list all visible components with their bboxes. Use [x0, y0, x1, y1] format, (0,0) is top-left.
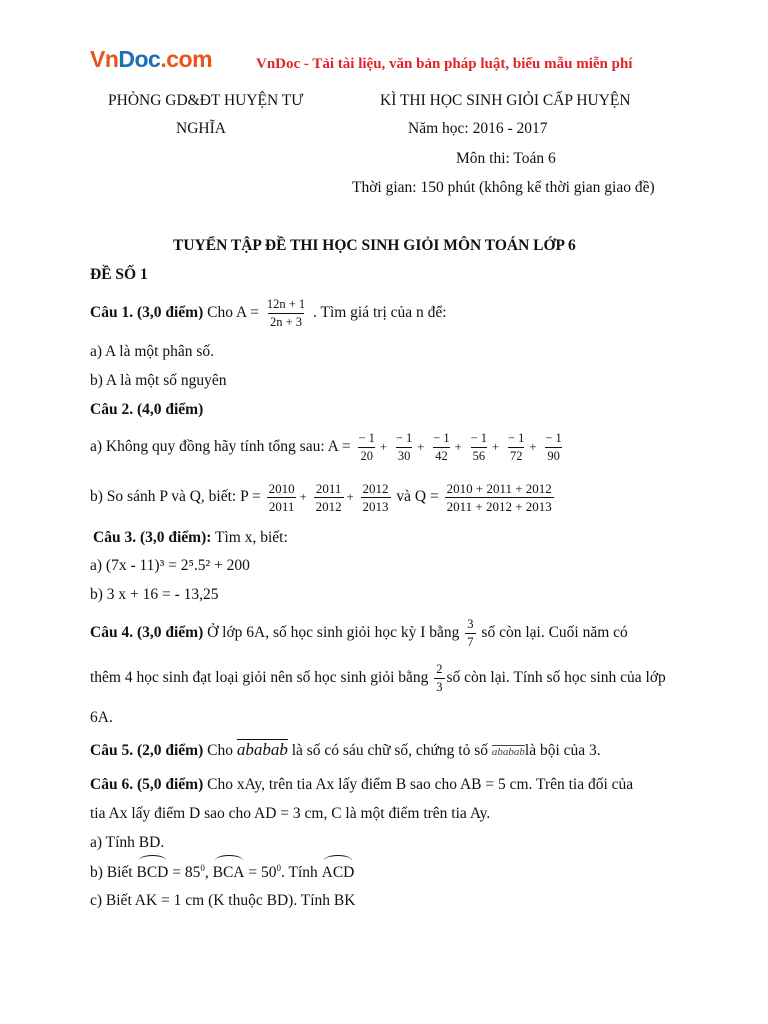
fraction-denominator: 20	[360, 448, 373, 463]
question-2-label: Câu 2. (4,0 điểm)	[90, 401, 204, 418]
department-name-cont: NGHĨA	[176, 120, 226, 137]
fraction-denominator: 30	[397, 448, 411, 463]
fraction-numerator: 2	[436, 662, 443, 677]
vndoc-logo[interactable]	[90, 46, 212, 73]
angle-acd: ACD	[321, 864, 355, 882]
fraction-denominator: 2013	[362, 498, 389, 514]
angle-bca: BCA	[212, 864, 245, 882]
fraction-numerator: − 1	[470, 431, 488, 446]
question-2a-text: a) Không quy đồng hãy tính tổng sau: A =	[90, 438, 355, 455]
fraction	[431, 432, 451, 462]
fraction	[356, 432, 376, 462]
fraction-numerator: − 1	[433, 431, 450, 446]
question-6b-mid: . Tính	[281, 864, 322, 882]
fraction-denominator: 2011 + 2012 + 2013	[446, 498, 552, 514]
school-year: Năm học: 2016 - 2017	[408, 120, 548, 137]
question-4-label: Câu 4. (3,0 điểm)	[90, 624, 204, 641]
question-4-text: Ở lớp 6A, số học sinh giỏi học kỳ I bằng	[203, 624, 464, 641]
fraction-denominator: 2011	[268, 498, 295, 514]
logo-vn: Vn	[90, 46, 119, 72]
document-title: TUYỂN TẬP ĐỀ THI HỌC SINH GIỎI MÔN TOÁN LỚP 6	[173, 237, 576, 254]
fraction	[267, 482, 297, 513]
fraction	[543, 432, 563, 462]
fraction-numerator: − 1	[358, 431, 375, 446]
site-tagline: VnDoc - Tải tài liệu, văn bản pháp luật, biểu mẫu miễn phí	[256, 56, 633, 72]
fraction	[469, 432, 489, 462]
question-4-text2-end: số còn lại. Tính số học sinh của lớp	[446, 669, 666, 686]
question-1-text-end: . Tìm giá trị của n để:	[313, 304, 447, 321]
question-6b	[90, 863, 354, 882]
question-1b: b) A là một số nguyên	[90, 372, 227, 389]
degree-sup: 0	[200, 863, 205, 873]
question-6-text: Cho xAy, trên tia Ax lấy điểm B sao cho AB = 5 cm. Trên tia đối của	[203, 776, 634, 793]
exam-name: KÌ THI HỌC SINH GIỎI CẤP HUYỆN	[380, 92, 631, 109]
fraction-numerator: − 1	[507, 431, 525, 446]
angle-bcd: BCD	[136, 864, 169, 882]
question-6a: a) Tính BD.	[90, 834, 165, 851]
angle-value: = 85	[168, 864, 201, 882]
question-3-text: Tìm x, biết:	[211, 529, 288, 546]
question-6b-text: b) Biết	[90, 864, 137, 882]
question-4-line3: 6A.	[90, 709, 113, 726]
overline-number-small: ababab	[491, 746, 525, 758]
fraction-numerator: 2012	[362, 480, 389, 496]
fraction-numerator: 3	[467, 617, 474, 632]
question-6-line1	[90, 776, 633, 794]
question-4-text-end: số còn lại. Cuối năm có	[477, 624, 628, 641]
fraction-denominator: 3	[436, 679, 443, 694]
logo-com: .com	[160, 46, 213, 72]
question-2b-mid: và Q =	[396, 488, 443, 505]
fraction-denominator: 42	[435, 448, 448, 463]
fraction	[465, 618, 475, 648]
logo-doc: Doc	[118, 46, 161, 72]
question-5-mid: là số có sáu chữ số, chứng tỏ số	[287, 742, 492, 759]
fraction	[506, 432, 526, 462]
exam-subject: Môn thi: Toán 6	[456, 150, 556, 167]
question-4-line1	[90, 615, 628, 651]
fraction-denominator: 2012	[315, 498, 342, 514]
exam-number: ĐỀ SỐ 1	[90, 266, 148, 283]
fraction	[434, 663, 444, 693]
question-1-label: Câu 1. (3,0 điểm)	[90, 304, 204, 321]
fraction-denominator: 7	[467, 634, 474, 649]
fraction-q	[445, 482, 554, 513]
department-name: PHÒNG GD&ĐT HUYỆN TƯ	[108, 92, 304, 109]
question-5-label: Câu 5. (2,0 điểm)	[90, 742, 204, 759]
question-6-label: Câu 6. (5,0 điểm)	[90, 776, 204, 793]
fraction-numerator: − 1	[395, 431, 413, 446]
question-4-text2: thêm 4 học sinh đạt loại giỏi nên số học sinh giỏi bằng	[90, 669, 433, 686]
degree-sup: 0	[276, 863, 281, 873]
question-3	[93, 529, 288, 547]
fraction-numerator: − 1	[545, 431, 562, 446]
fraction-numerator: 2010	[268, 480, 295, 496]
question-3b: b) 3 x + 16 = - 13,25	[90, 586, 219, 603]
fraction-numerator: 12n + 1	[266, 297, 306, 312]
question-6c: c) Biết AK = 1 cm (K thuộc BD). Tính BK	[90, 892, 356, 909]
overline-number: ababab	[236, 740, 288, 759]
fraction-denominator: 90	[547, 448, 560, 463]
question-3-label: Câu 3. (3,0 điểm):	[93, 529, 212, 546]
exam-duration: Thời gian: 150 phút (không kể thời gian giao đề)	[352, 179, 655, 196]
fraction-a	[265, 298, 307, 328]
question-6-line2: tia Ax lấy điểm D sao cho AD = 3 cm, C là một điểm trên tia Ay.	[90, 805, 491, 822]
fraction-numerator: 2011	[315, 480, 342, 496]
fraction	[314, 482, 344, 513]
question-1-text: Cho A =	[207, 304, 263, 321]
fraction-denominator: 56	[472, 448, 486, 463]
question-1	[90, 294, 447, 332]
question-2a: a) Không quy đồng hãy tính tổng sau: A = $\frac{- 1}{20}$ + $\frac{- 1}{30}$ + $\frac{- 1}{42}$ + $\frac{- 1}{56}$ + $\frac{- 1}{72}$ + $\frac{- 1}{90}$	[90, 431, 562, 463]
separator: ,	[204, 864, 213, 882]
question-5-end: là bội của 3.	[524, 742, 601, 759]
angle-value: = 50	[244, 864, 277, 882]
question-5-text: Cho	[203, 742, 237, 759]
question-2b: b) So sánh P và Q, biết: P = $\frac{2010}{2011}$ + $\frac{2011}{2012}$ + $\frac{2012}{2013}$ và Q = $\frac{2010 + 2011 + 2012}{2011 + 2012 + 2013}$	[90, 480, 552, 514]
question-3a: a) (7x - 11)³ = 2⁵.5² + 200	[90, 557, 250, 574]
question-1a: a) A là một phân số.	[90, 343, 214, 360]
fraction-denominator: 72	[509, 448, 523, 463]
fraction-denominator: 2n + 3	[269, 314, 302, 329]
fraction	[394, 432, 414, 462]
fraction	[361, 482, 391, 513]
question-2b-text: b) So sánh P và Q, biết: P =	[90, 488, 265, 505]
question-5	[90, 740, 601, 760]
question-4-line2	[90, 660, 666, 696]
fraction-numerator: 2010 + 2011 + 2012	[446, 480, 552, 496]
